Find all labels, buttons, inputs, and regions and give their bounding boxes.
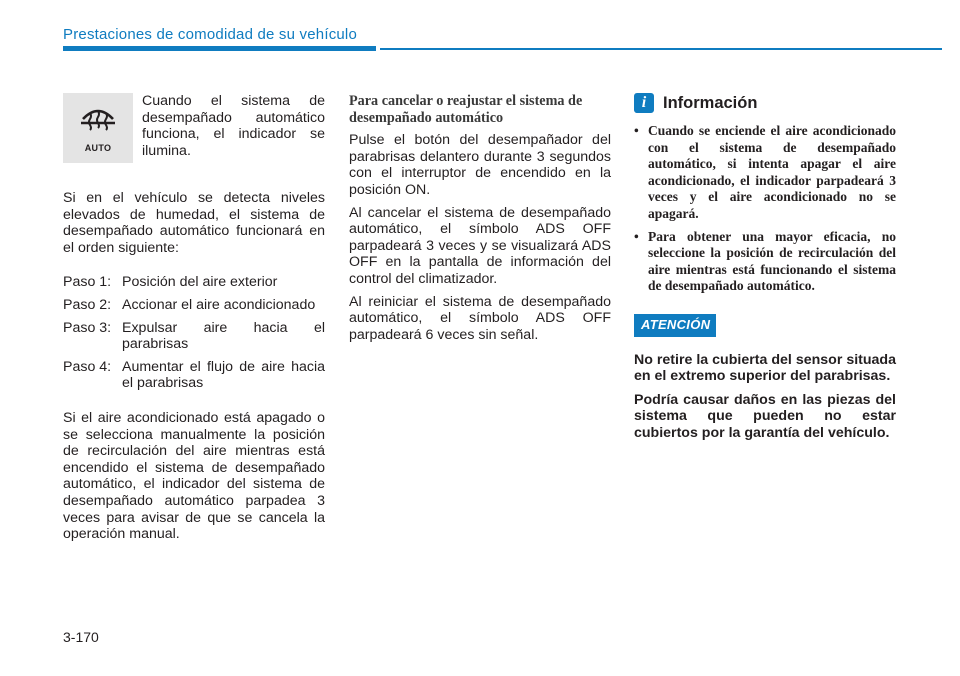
cancel-subheading: Para cancelar o reajustar el sistema de desempañado automático — [349, 93, 583, 126]
step-text: Posición del aire exterior — [122, 274, 278, 291]
info-title: Información — [663, 93, 758, 112]
page-number: 3-170 — [63, 629, 99, 645]
step-item — [63, 297, 325, 314]
defrost-icon — [77, 103, 119, 139]
list-item — [634, 123, 896, 223]
bullet-text: Para obtener una mayor eficacia, no seleccione la posición de recirculación del aire mientras está funcionando el sistema de desempañado automático. — [648, 228, 896, 294]
step-text: Expulsar aire hacia el parabrisas — [122, 319, 325, 353]
humidity-paragraph: Si en el vehículo se detecta niveles elevados de humedad, el sistema de desempañado automático funcionará en el orden siguiente: — [63, 190, 325, 256]
cancel-paragraph-1: Pulse el botón del desempañador del parabrisas delantero durante 3 segundos con el interruptor de encendido en la posición ON. — [349, 132, 611, 198]
defrost-auto-icon — [63, 93, 133, 163]
step-text: Aumentar el flujo de aire hacia el parabrisas — [122, 358, 325, 392]
step-label: Paso 1: — [63, 274, 112, 291]
manual-cancel-paragraph: Si el aire acondicionado está apagado o se selecciona manualmente la posición de recirculación del aire mientras está encendido el sistema de desempañado automático, el indicador del sistema de desempañado automático parpadea 3 veces para avisar de que se cancela la operación manual. — [63, 409, 325, 543]
auto-label: AUTO — [84, 143, 112, 153]
step-text: Accionar el aire acondicionado — [122, 296, 316, 313]
info-icon: i — [634, 93, 654, 113]
step-item — [63, 359, 325, 392]
header-rule-dark — [63, 46, 376, 51]
step-label: Paso 4: — [63, 358, 112, 375]
column-middle — [349, 93, 611, 349]
list-item — [634, 229, 896, 295]
step-label: Paso 3: — [63, 319, 112, 336]
step-item — [63, 274, 325, 291]
column-left — [63, 93, 325, 543]
info-header — [634, 93, 896, 113]
column-right — [634, 93, 896, 449]
warning-paragraph-2: Podría causar daños en las piezas del sistema que pueden no estar cubiertos por la garantía del vehículo. — [634, 391, 896, 441]
attention-badge: ATENCIÓN — [634, 314, 716, 337]
intro-text: Cuando el sistema de desempañado automático funciona, el indicador se ilumina. — [142, 93, 325, 159]
attention-text — [634, 352, 896, 442]
info-bullets — [634, 123, 896, 295]
bullet-mark: • — [634, 123, 639, 138]
warning-paragraph-1: No retire la cubierta del sensor situada en el extremo superior del parabrisas. — [634, 351, 896, 385]
step-item — [63, 320, 325, 353]
steps-list — [63, 274, 325, 392]
step-label: Paso 2: — [63, 296, 112, 313]
bullet-text: Cuando se enciende el aire acondicionado con el sistema de desempañado automático, si intenta apagar el aire acondicionado, el indicador parpadeará 3 veces y el aire acondicionado no se apagará. — [648, 123, 896, 221]
bullet-mark: • — [634, 228, 639, 244]
cancel-paragraph-2: Al cancelar el sistema de desempañado automático, el símbolo ADS OFF parpadeará 3 veces y se visualizará ADS OFF en la pantalla de información del control del climatizador. — [349, 204, 611, 287]
section-title: Prestaciones de comodidad de su vehículo — [63, 26, 358, 43]
header-rule-light — [380, 48, 942, 50]
cancel-paragraph-3: Al reiniciar el sistema de desempañado automático, el símbolo ADS OFF parpadeará 6 veces sin señal. — [349, 293, 611, 343]
